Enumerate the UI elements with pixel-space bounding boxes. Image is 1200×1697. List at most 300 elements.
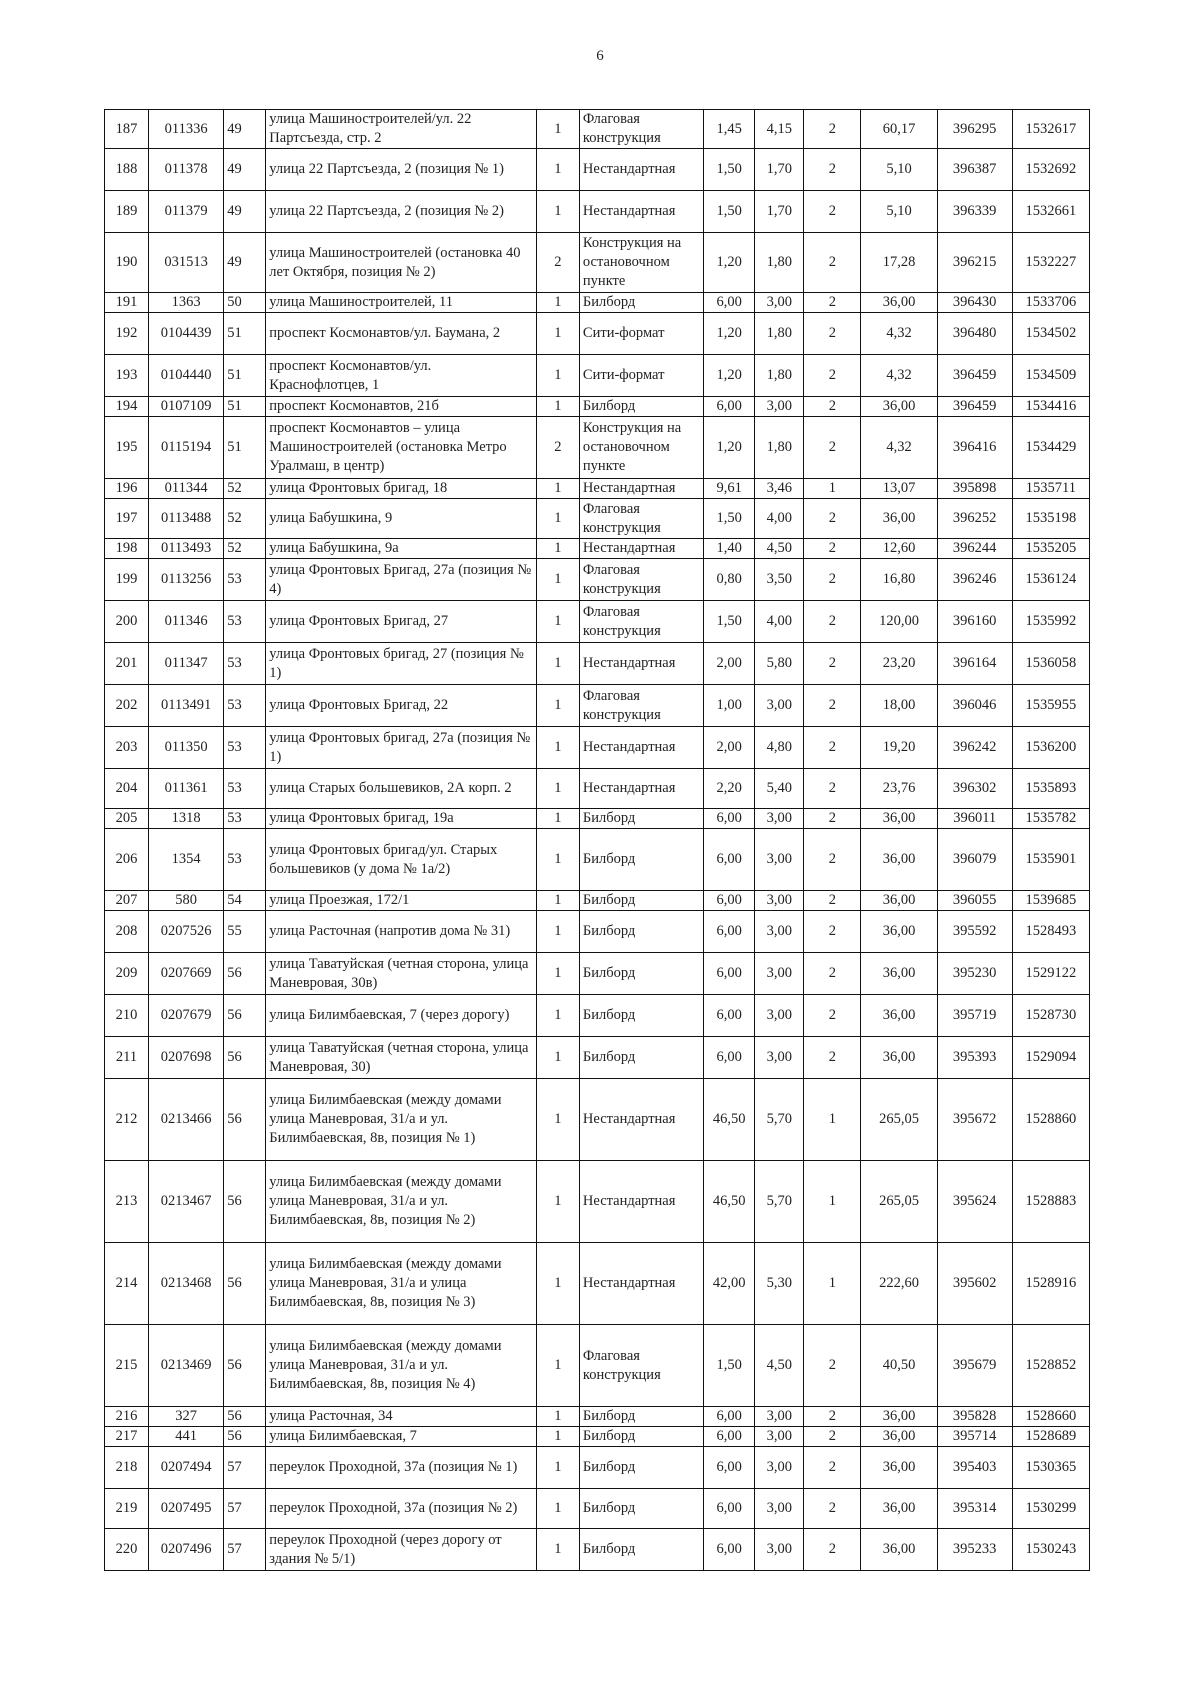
row-number-cell: 204 (105, 769, 149, 809)
sides-cell: 1 (536, 191, 579, 233)
zone-cell: 53 (224, 727, 266, 769)
sides-cell: 1 (536, 1161, 579, 1243)
construction-code-cell: 0207669 (149, 953, 224, 995)
construction-type-cell: Флаговая конструкция (579, 559, 703, 601)
address-cell: улица Таватуйская (четная сторона, улица Маневровая, 30) (266, 1037, 537, 1079)
coord-x-cell: 395314 (937, 1489, 1012, 1529)
construction-type-cell: Нестандартная (579, 191, 703, 233)
address-cell: улица Билимбаевская (между домами улица Маневровая, 31/а и улица Билимбаевская, 8в, позиция № 3) (266, 1243, 537, 1325)
coord-y-cell: 1530365 (1012, 1447, 1089, 1489)
faces-cell: 2 (804, 1489, 861, 1529)
construction-type-cell: Билборд (579, 1489, 703, 1529)
coord-x-cell: 396215 (937, 233, 1012, 293)
construction-type-cell: Конструкция на остановочном пункте (579, 233, 703, 293)
sides-cell: 1 (536, 1037, 579, 1079)
table-row (105, 1447, 1090, 1489)
row-number-cell: 216 (105, 1407, 149, 1427)
table-row (105, 149, 1090, 191)
area-cell: 36,00 (861, 1427, 937, 1447)
construction-type-cell: Конструкция на остановочном пункте (579, 417, 703, 479)
row-number-cell: 215 (105, 1325, 149, 1407)
height-cell: 3,46 (755, 479, 804, 499)
construction-code-cell: 011347 (149, 643, 224, 685)
table-row (105, 1529, 1090, 1571)
sides-cell: 1 (536, 293, 579, 313)
construction-type-cell: Флаговая конструкция (579, 1325, 703, 1407)
coord-x-cell: 396164 (937, 643, 1012, 685)
construction-type-cell: Билборд (579, 809, 703, 829)
faces-cell: 2 (804, 110, 861, 149)
table-row (105, 1161, 1090, 1243)
construction-code-cell: 011346 (149, 601, 224, 643)
row-number-cell: 213 (105, 1161, 149, 1243)
coord-y-cell: 1534429 (1012, 417, 1089, 479)
sides-cell: 1 (536, 1447, 579, 1489)
sides-cell: 1 (536, 559, 579, 601)
construction-code-cell: 0104439 (149, 313, 224, 355)
area-cell: 17,28 (861, 233, 937, 293)
height-cell: 3,50 (755, 559, 804, 601)
row-number-cell: 188 (105, 149, 149, 191)
coord-x-cell: 396160 (937, 601, 1012, 643)
construction-code-cell: 580 (149, 891, 224, 911)
height-cell: 5,40 (755, 769, 804, 809)
table-row (105, 829, 1090, 891)
faces-cell: 2 (804, 1407, 861, 1427)
faces-cell: 2 (804, 293, 861, 313)
faces-cell: 2 (804, 601, 861, 643)
table-row (105, 953, 1090, 995)
area-cell: 36,00 (861, 1489, 937, 1529)
address-cell: улица Машиностроителей/ул. 22 Партсъезда, стр. 2 (266, 110, 537, 149)
coord-x-cell: 396302 (937, 769, 1012, 809)
sides-cell: 1 (536, 685, 579, 727)
sides-cell: 1 (536, 809, 579, 829)
table-row (105, 1407, 1090, 1427)
area-cell: 36,00 (861, 829, 937, 891)
coord-x-cell: 395624 (937, 1161, 1012, 1243)
height-cell: 3,00 (755, 829, 804, 891)
width-cell: 6,00 (704, 1489, 755, 1529)
width-cell: 6,00 (704, 1407, 755, 1427)
coord-x-cell: 395602 (937, 1243, 1012, 1325)
zone-cell: 53 (224, 601, 266, 643)
width-cell: 1,50 (704, 191, 755, 233)
coord-x-cell: 395230 (937, 953, 1012, 995)
area-cell: 36,00 (861, 1447, 937, 1489)
row-number-cell: 187 (105, 110, 149, 149)
width-cell: 1,50 (704, 149, 755, 191)
width-cell: 6,00 (704, 293, 755, 313)
zone-cell: 49 (224, 233, 266, 293)
zone-cell: 56 (224, 1243, 266, 1325)
zone-cell: 56 (224, 1161, 266, 1243)
height-cell: 1,80 (755, 355, 804, 397)
zone-cell: 53 (224, 769, 266, 809)
construction-type-cell: Нестандартная (579, 769, 703, 809)
coord-y-cell: 1529094 (1012, 1037, 1089, 1079)
area-cell: 13,07 (861, 479, 937, 499)
height-cell: 1,80 (755, 417, 804, 479)
width-cell: 1,20 (704, 313, 755, 355)
row-number-cell: 220 (105, 1529, 149, 1571)
height-cell: 3,00 (755, 953, 804, 995)
construction-code-cell: 1318 (149, 809, 224, 829)
faces-cell: 2 (804, 539, 861, 559)
height-cell: 3,00 (755, 1529, 804, 1571)
address-cell: улица Машиностроителей (остановка 40 лет Октября, позиция № 2) (266, 233, 537, 293)
faces-cell: 2 (804, 995, 861, 1037)
coord-x-cell: 395898 (937, 479, 1012, 499)
sides-cell: 1 (536, 1427, 579, 1447)
construction-type-cell: Билборд (579, 1447, 703, 1489)
construction-code-cell: 011344 (149, 479, 224, 499)
address-cell: улица Фронтовых бригад, 19а (266, 809, 537, 829)
sides-cell: 1 (536, 1325, 579, 1407)
coord-x-cell: 396459 (937, 397, 1012, 417)
zone-cell: 56 (224, 1079, 266, 1161)
address-cell: улица Фронтовых Бригад, 22 (266, 685, 537, 727)
table-row (105, 417, 1090, 479)
width-cell: 6,00 (704, 953, 755, 995)
zone-cell: 52 (224, 539, 266, 559)
zone-cell: 49 (224, 110, 266, 149)
height-cell: 1,80 (755, 233, 804, 293)
height-cell: 5,80 (755, 643, 804, 685)
address-cell: проспект Космонавтов, 21б (266, 397, 537, 417)
area-cell: 36,00 (861, 911, 937, 953)
zone-cell: 49 (224, 191, 266, 233)
sides-cell: 1 (536, 1529, 579, 1571)
address-cell: проспект Космонавтов/ул. Краснофлотцев, 1 (266, 355, 537, 397)
address-cell: улица Билимбаевская (между домами улица Маневровая, 31/а и ул. Билимбаевская, 8в, позиция № 2) (266, 1161, 537, 1243)
coord-y-cell: 1532227 (1012, 233, 1089, 293)
coord-x-cell: 396246 (937, 559, 1012, 601)
construction-type-cell: Билборд (579, 397, 703, 417)
table-row (105, 1079, 1090, 1161)
row-number-cell: 197 (105, 499, 149, 539)
faces-cell: 2 (804, 911, 861, 953)
faces-cell: 2 (804, 727, 861, 769)
table-row (105, 559, 1090, 601)
coord-y-cell: 1528730 (1012, 995, 1089, 1037)
construction-code-cell: 0107109 (149, 397, 224, 417)
table-row (105, 1427, 1090, 1447)
coord-y-cell: 1534502 (1012, 313, 1089, 355)
width-cell: 6,00 (704, 1037, 755, 1079)
width-cell: 6,00 (704, 809, 755, 829)
zone-cell: 53 (224, 643, 266, 685)
height-cell: 3,00 (755, 809, 804, 829)
address-cell: проспект Космонавтов/ул. Баумана, 2 (266, 313, 537, 355)
construction-code-cell: 0213469 (149, 1325, 224, 1407)
coord-x-cell: 395393 (937, 1037, 1012, 1079)
construction-type-cell: Флаговая конструкция (579, 685, 703, 727)
row-number-cell: 195 (105, 417, 149, 479)
height-cell: 3,00 (755, 293, 804, 313)
sides-cell: 1 (536, 829, 579, 891)
zone-cell: 53 (224, 559, 266, 601)
sides-cell: 1 (536, 891, 579, 911)
construction-type-cell: Нестандартная (579, 727, 703, 769)
table-body (105, 110, 1090, 1571)
coord-y-cell: 1535992 (1012, 601, 1089, 643)
coord-x-cell: 395403 (937, 1447, 1012, 1489)
zone-cell: 57 (224, 1489, 266, 1529)
zone-cell: 56 (224, 1427, 266, 1447)
width-cell: 6,00 (704, 995, 755, 1037)
faces-cell: 1 (804, 479, 861, 499)
table-row (105, 479, 1090, 499)
area-cell: 5,10 (861, 149, 937, 191)
faces-cell: 2 (804, 397, 861, 417)
construction-type-cell: Билборд (579, 293, 703, 313)
sides-cell: 1 (536, 149, 579, 191)
coord-y-cell: 1533706 (1012, 293, 1089, 313)
construction-code-cell: 0207698 (149, 1037, 224, 1079)
sides-cell: 1 (536, 601, 579, 643)
area-cell: 19,20 (861, 727, 937, 769)
row-number-cell: 203 (105, 727, 149, 769)
coord-y-cell: 1536058 (1012, 643, 1089, 685)
construction-type-cell: Нестандартная (579, 1161, 703, 1243)
construction-code-cell: 031513 (149, 233, 224, 293)
height-cell: 3,00 (755, 891, 804, 911)
row-number-cell: 196 (105, 479, 149, 499)
sides-cell: 1 (536, 479, 579, 499)
width-cell: 6,00 (704, 891, 755, 911)
construction-type-cell: Нестандартная (579, 1079, 703, 1161)
zone-cell: 49 (224, 149, 266, 191)
address-cell: улица Билимбаевская, 7 (через дорогу) (266, 995, 537, 1037)
address-cell: улица Расточная (напротив дома № 31) (266, 911, 537, 953)
area-cell: 120,00 (861, 601, 937, 643)
width-cell: 1,00 (704, 685, 755, 727)
coord-x-cell: 396046 (937, 685, 1012, 727)
coord-y-cell: 1535205 (1012, 539, 1089, 559)
sides-cell: 1 (536, 643, 579, 685)
faces-cell: 1 (804, 1161, 861, 1243)
height-cell: 3,00 (755, 911, 804, 953)
construction-code-cell: 0207526 (149, 911, 224, 953)
construction-type-cell: Сити-формат (579, 355, 703, 397)
zone-cell: 55 (224, 911, 266, 953)
coord-y-cell: 1535711 (1012, 479, 1089, 499)
height-cell: 4,00 (755, 601, 804, 643)
faces-cell: 2 (804, 953, 861, 995)
zone-cell: 51 (224, 397, 266, 417)
address-cell: улица Проезжая, 172/1 (266, 891, 537, 911)
zone-cell: 50 (224, 293, 266, 313)
row-number-cell: 208 (105, 911, 149, 953)
height-cell: 3,00 (755, 1427, 804, 1447)
coord-x-cell: 396252 (937, 499, 1012, 539)
coord-y-cell: 1532617 (1012, 110, 1089, 149)
table-row (105, 539, 1090, 559)
area-cell: 265,05 (861, 1079, 937, 1161)
construction-code-cell: 011378 (149, 149, 224, 191)
table-row (105, 191, 1090, 233)
construction-code-cell: 441 (149, 1427, 224, 1447)
zone-cell: 56 (224, 995, 266, 1037)
sides-cell: 1 (536, 995, 579, 1037)
area-cell: 36,00 (861, 891, 937, 911)
row-number-cell: 211 (105, 1037, 149, 1079)
height-cell: 3,00 (755, 1447, 804, 1489)
zone-cell: 53 (224, 685, 266, 727)
height-cell: 1,70 (755, 149, 804, 191)
coord-x-cell: 396079 (937, 829, 1012, 891)
row-number-cell: 189 (105, 191, 149, 233)
construction-type-cell: Флаговая конструкция (579, 499, 703, 539)
height-cell: 3,00 (755, 1489, 804, 1529)
address-cell: улица Билимбаевская, 7 (266, 1427, 537, 1447)
faces-cell: 2 (804, 829, 861, 891)
coord-y-cell: 1528916 (1012, 1243, 1089, 1325)
coord-x-cell: 395719 (937, 995, 1012, 1037)
table-row (105, 995, 1090, 1037)
construction-type-cell: Билборд (579, 1427, 703, 1447)
height-cell: 4,15 (755, 110, 804, 149)
zone-cell: 53 (224, 829, 266, 891)
row-number-cell: 201 (105, 643, 149, 685)
height-cell: 1,80 (755, 313, 804, 355)
construction-code-cell: 0213466 (149, 1079, 224, 1161)
sides-cell: 1 (536, 110, 579, 149)
height-cell: 5,30 (755, 1243, 804, 1325)
address-cell: улица Бабушкина, 9 (266, 499, 537, 539)
address-cell: улица Фронтовых бригад, 27 (позиция № 1) (266, 643, 537, 685)
width-cell: 6,00 (704, 1427, 755, 1447)
construction-code-cell: 0207494 (149, 1447, 224, 1489)
area-cell: 36,00 (861, 1407, 937, 1427)
faces-cell: 2 (804, 891, 861, 911)
faces-cell: 2 (804, 191, 861, 233)
construction-type-cell: Нестандартная (579, 643, 703, 685)
zone-cell: 56 (224, 1037, 266, 1079)
area-cell: 36,00 (861, 499, 937, 539)
coord-x-cell: 395233 (937, 1529, 1012, 1571)
row-number-cell: 191 (105, 293, 149, 313)
coord-x-cell: 396244 (937, 539, 1012, 559)
construction-type-cell: Нестандартная (579, 539, 703, 559)
table-row (105, 355, 1090, 397)
zone-cell: 56 (224, 1325, 266, 1407)
row-number-cell: 202 (105, 685, 149, 727)
row-number-cell: 212 (105, 1079, 149, 1161)
coord-x-cell: 395679 (937, 1325, 1012, 1407)
zone-cell: 53 (224, 809, 266, 829)
width-cell: 1,20 (704, 233, 755, 293)
sides-cell: 1 (536, 1489, 579, 1529)
table-row (105, 1037, 1090, 1079)
area-cell: 265,05 (861, 1161, 937, 1243)
area-cell: 36,00 (861, 1037, 937, 1079)
sides-cell: 1 (536, 397, 579, 417)
width-cell: 1,50 (704, 1325, 755, 1407)
construction-type-cell: Нестандартная (579, 479, 703, 499)
coord-y-cell: 1532661 (1012, 191, 1089, 233)
construction-type-cell: Флаговая конструкция (579, 601, 703, 643)
coord-x-cell: 396459 (937, 355, 1012, 397)
coord-y-cell: 1528883 (1012, 1161, 1089, 1243)
coord-y-cell: 1536124 (1012, 559, 1089, 601)
table-row (105, 891, 1090, 911)
construction-code-cell: 0207679 (149, 995, 224, 1037)
coord-y-cell: 1529122 (1012, 953, 1089, 995)
sides-cell: 1 (536, 313, 579, 355)
coord-x-cell: 395672 (937, 1079, 1012, 1161)
zone-cell: 51 (224, 417, 266, 479)
table-row (105, 1325, 1090, 1407)
coord-y-cell: 1535893 (1012, 769, 1089, 809)
construction-code-cell: 011350 (149, 727, 224, 769)
address-cell: улица Машиностроителей, 11 (266, 293, 537, 313)
table-row (105, 110, 1090, 149)
table-row (105, 313, 1090, 355)
area-cell: 23,20 (861, 643, 937, 685)
width-cell: 1,20 (704, 417, 755, 479)
height-cell: 4,50 (755, 1325, 804, 1407)
construction-code-cell: 0213467 (149, 1161, 224, 1243)
width-cell: 2,00 (704, 643, 755, 685)
faces-cell: 2 (804, 643, 861, 685)
row-number-cell: 193 (105, 355, 149, 397)
table-row (105, 499, 1090, 539)
faces-cell: 2 (804, 1529, 861, 1571)
coord-y-cell: 1535782 (1012, 809, 1089, 829)
construction-type-cell: Билборд (579, 953, 703, 995)
address-cell: улица Фронтовых Бригад, 27 (266, 601, 537, 643)
area-cell: 36,00 (861, 397, 937, 417)
coord-x-cell: 395714 (937, 1427, 1012, 1447)
width-cell: 6,00 (704, 829, 755, 891)
construction-code-cell: 0113488 (149, 499, 224, 539)
sides-cell: 1 (536, 539, 579, 559)
address-cell: улица Фронтовых Бригад, 27а (позиция № 4) (266, 559, 537, 601)
row-number-cell: 210 (105, 995, 149, 1037)
construction-type-cell: Билборд (579, 911, 703, 953)
address-cell: переулок Проходной (через дорогу от здания № 5/1) (266, 1529, 537, 1571)
construction-code-cell: 0113493 (149, 539, 224, 559)
area-cell: 4,32 (861, 313, 937, 355)
row-number-cell: 217 (105, 1427, 149, 1447)
faces-cell: 2 (804, 149, 861, 191)
area-cell: 36,00 (861, 1529, 937, 1571)
width-cell: 1,50 (704, 499, 755, 539)
construction-type-cell: Флаговая конструкция (579, 110, 703, 149)
coord-y-cell: 1528852 (1012, 1325, 1089, 1407)
height-cell: 4,00 (755, 499, 804, 539)
address-cell: улица Таватуйская (четная сторона, улица Маневровая, 30в) (266, 953, 537, 995)
address-cell: проспект Космонавтов – улица Машиностроителей (остановка Метро Уралмаш, в центр) (266, 417, 537, 479)
coord-x-cell: 396387 (937, 149, 1012, 191)
width-cell: 1,40 (704, 539, 755, 559)
construction-type-cell: Билборд (579, 1037, 703, 1079)
construction-code-cell: 0207496 (149, 1529, 224, 1571)
construction-code-cell: 0104440 (149, 355, 224, 397)
area-cell: 36,00 (861, 995, 937, 1037)
coord-x-cell: 396416 (937, 417, 1012, 479)
coord-y-cell: 1534416 (1012, 397, 1089, 417)
width-cell: 6,00 (704, 1447, 755, 1489)
coord-x-cell: 396430 (937, 293, 1012, 313)
coord-x-cell: 396011 (937, 809, 1012, 829)
width-cell: 9,61 (704, 479, 755, 499)
table-row (105, 643, 1090, 685)
sides-cell: 1 (536, 769, 579, 809)
table-row (105, 293, 1090, 313)
